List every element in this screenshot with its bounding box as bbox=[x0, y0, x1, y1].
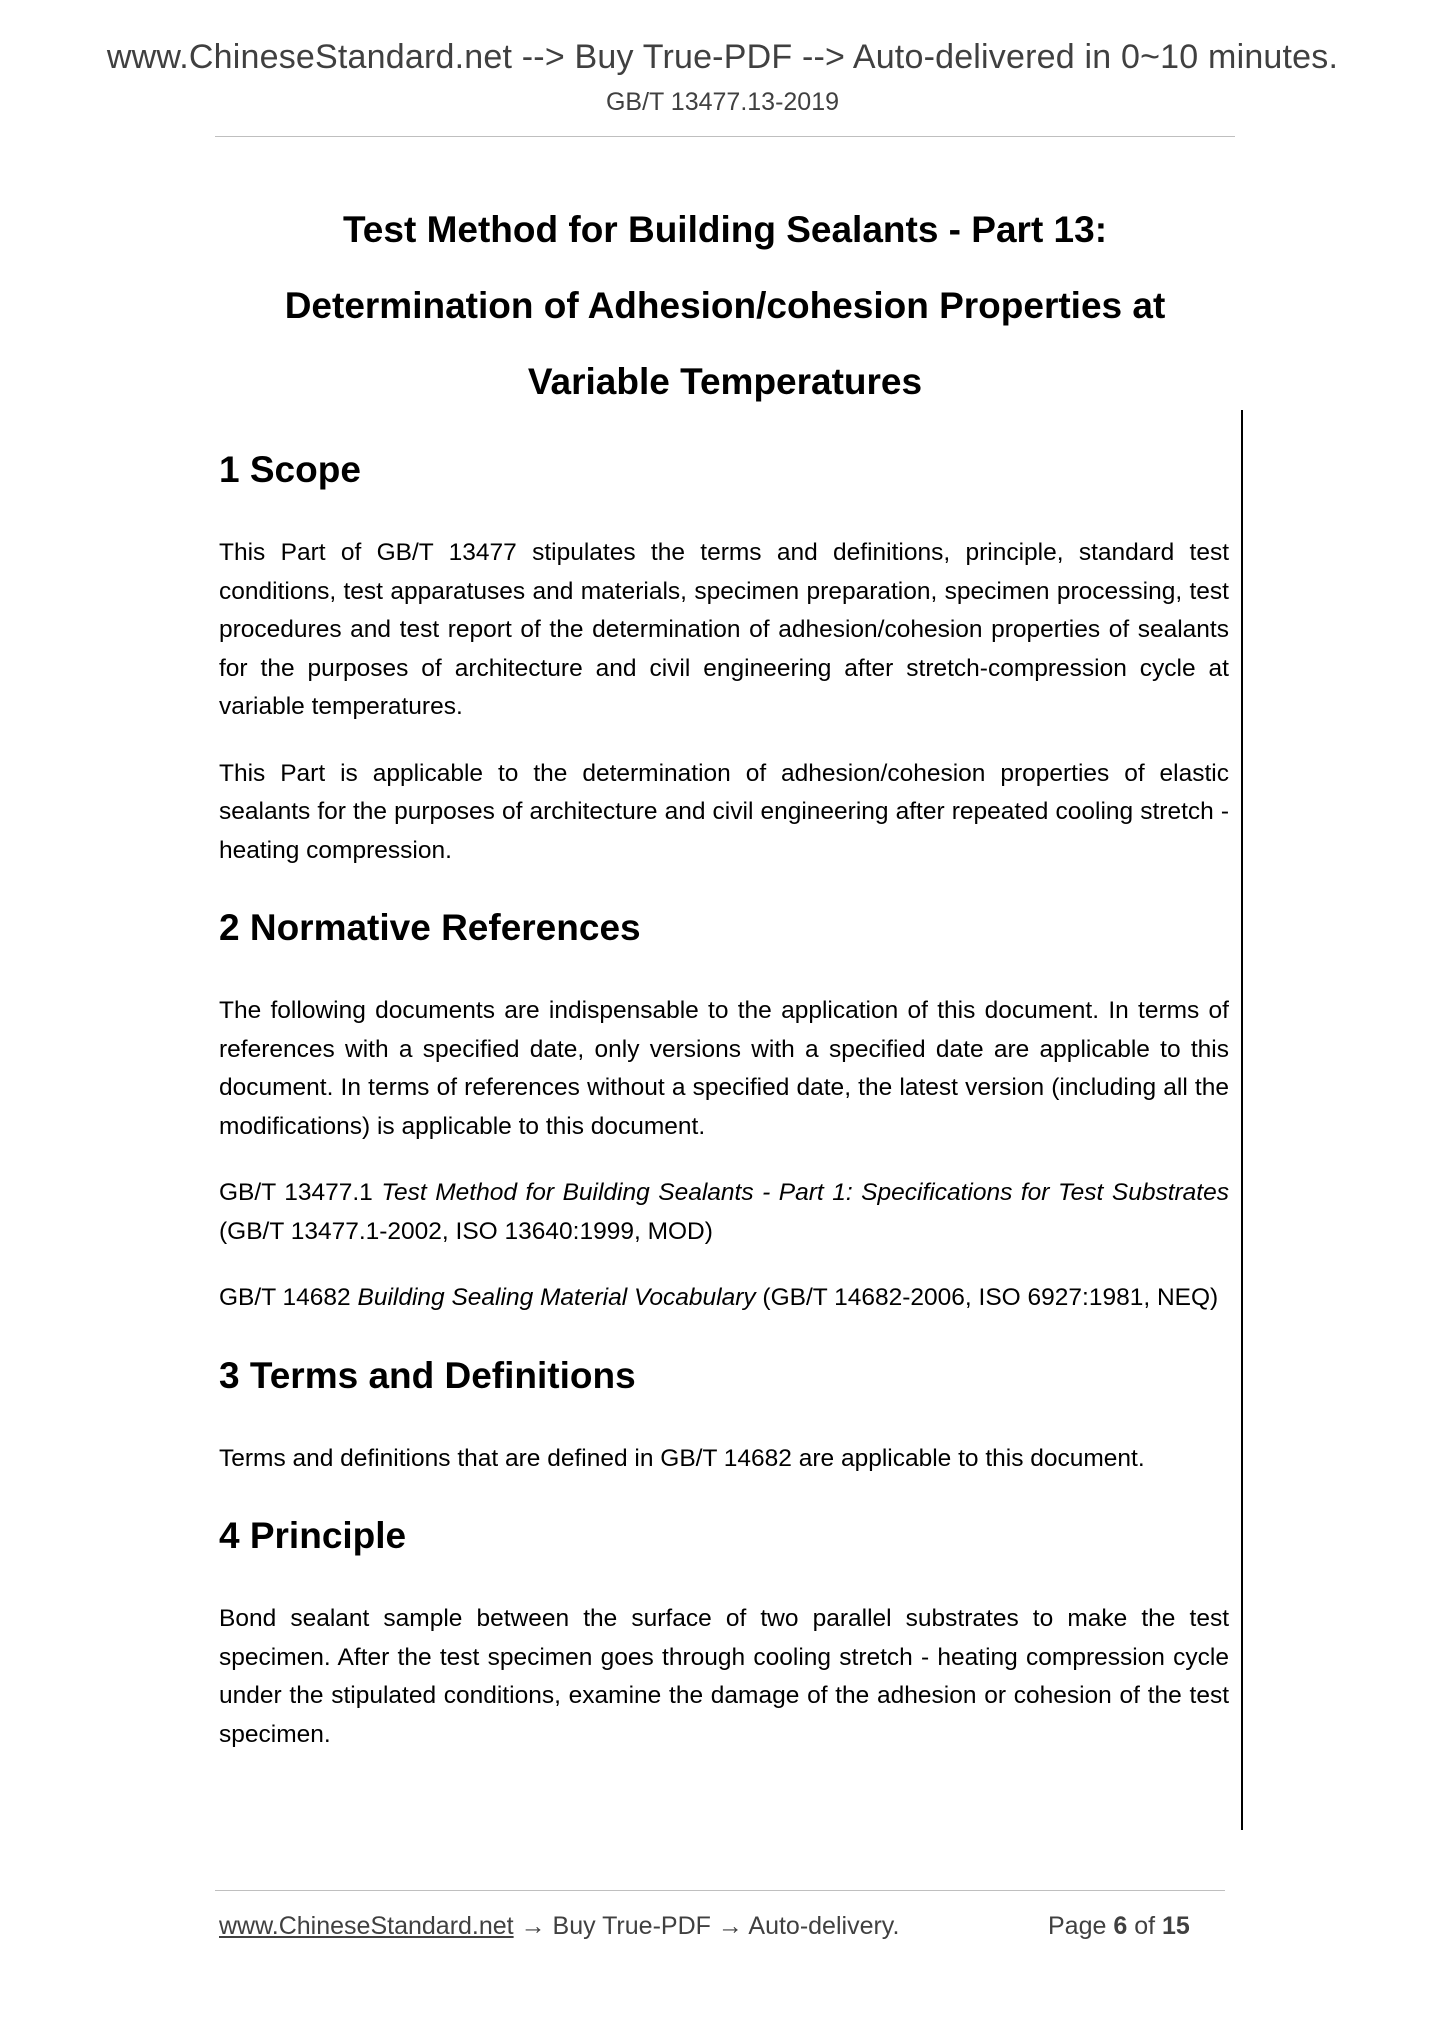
section-heading-terms: 3 Terms and Definitions bbox=[219, 1354, 636, 1396]
standard-code: GB/T 13477.13-2019 bbox=[605, 88, 840, 116]
section-heading-scope: 1 Scope bbox=[219, 449, 361, 490]
section-heading-references: 2 Normative References bbox=[219, 907, 641, 948]
section-scope bbox=[219, 448, 1229, 870]
title-line-2: Determination of Adhesion/cohesion Properties at bbox=[284, 285, 1166, 326]
page-label: Page bbox=[1048, 1912, 1107, 1940]
section-heading-principle: 4 Principle bbox=[219, 1515, 407, 1556]
section-terms bbox=[219, 1354, 1229, 1479]
margin-change-bar bbox=[1241, 410, 1243, 1830]
reference-note: (GB/T 13477.1-2002, ISO 13640:1999, MOD) bbox=[219, 1217, 713, 1245]
paragraph: This Part is applicable to the determination of adhesion/cohesion properties of elastic sealants for the purposes of architecture and civil engineering after repeated cooling stretch - heating compression. bbox=[219, 759, 1229, 864]
page-of-label: of bbox=[1134, 1912, 1156, 1940]
reference-item bbox=[219, 1279, 1229, 1318]
reference-note: (GB/T 14682-2006, ISO 6927:1981, NEQ) bbox=[762, 1284, 1219, 1311]
paragraph: The following documents are indispensable to the application of this document. In terms of references with a specified date, only versions with a specified date are applicable to this document. In terms of references without a specified date, the latest version (including all the modifications) is applicable to this document. bbox=[219, 997, 1229, 1140]
page-total: 15 bbox=[1162, 1912, 1190, 1940]
section-normative-references bbox=[219, 906, 1229, 1318]
footer-divider bbox=[215, 1890, 1225, 1891]
reference-title: Test Method for Building Sealants - Part 1: Specifications for Test Substrates bbox=[381, 1179, 1229, 1206]
footer-promo-text: → Buy True-PDF → Auto-delivery. bbox=[513, 1912, 900, 1940]
reference-title: Building Sealing Material Vocabulary bbox=[357, 1284, 756, 1311]
header-divider bbox=[215, 136, 1235, 137]
page-indicator bbox=[1048, 1912, 1190, 1941]
reference-item bbox=[219, 1174, 1229, 1251]
reference-code: GB/T 13477.1 bbox=[219, 1179, 373, 1206]
footer-promo bbox=[219, 1912, 899, 1941]
paragraph: Bond sealant sample between the surface of two parallel substrates to make the test specimen. After the test specimen goes through cooling stretch - heating compression cycle under the stipulated conditions, examine the damage of the adhesion or cohesion of the test specimen. bbox=[219, 1605, 1229, 1748]
document-title bbox=[215, 192, 1235, 420]
title-line-1: Test Method for Building Sealants - Part 13: bbox=[342, 209, 1108, 250]
page-number: 6 bbox=[1113, 1912, 1128, 1940]
header-banner[interactable]: www.ChineseStandard.net --> Buy True-PDF --> Auto-delivered in 0~10 minutes. bbox=[106, 38, 1339, 76]
footer-link[interactable]: www.ChineseStandard.net bbox=[219, 1912, 514, 1940]
paragraph: Terms and definitions that are defined in GB/T 14682 are applicable to this document. bbox=[219, 1444, 1145, 1472]
section-principle bbox=[219, 1514, 1229, 1754]
document-body bbox=[219, 448, 1229, 1782]
paragraph: This Part of GB/T 13477 stipulates the terms and definitions, principle, standard test conditions, test apparatuses and materials, specimen preparation, specimen processing, test procedures and test report of the determination of adhesion/cohesion properties of sealants for the purposes of architecture and civil engineering after stretch-compression cycle at variable temperatures. bbox=[219, 539, 1229, 720]
reference-code: GB/T 14682 bbox=[219, 1284, 351, 1311]
title-line-3: Variable Temperatures bbox=[527, 361, 923, 402]
